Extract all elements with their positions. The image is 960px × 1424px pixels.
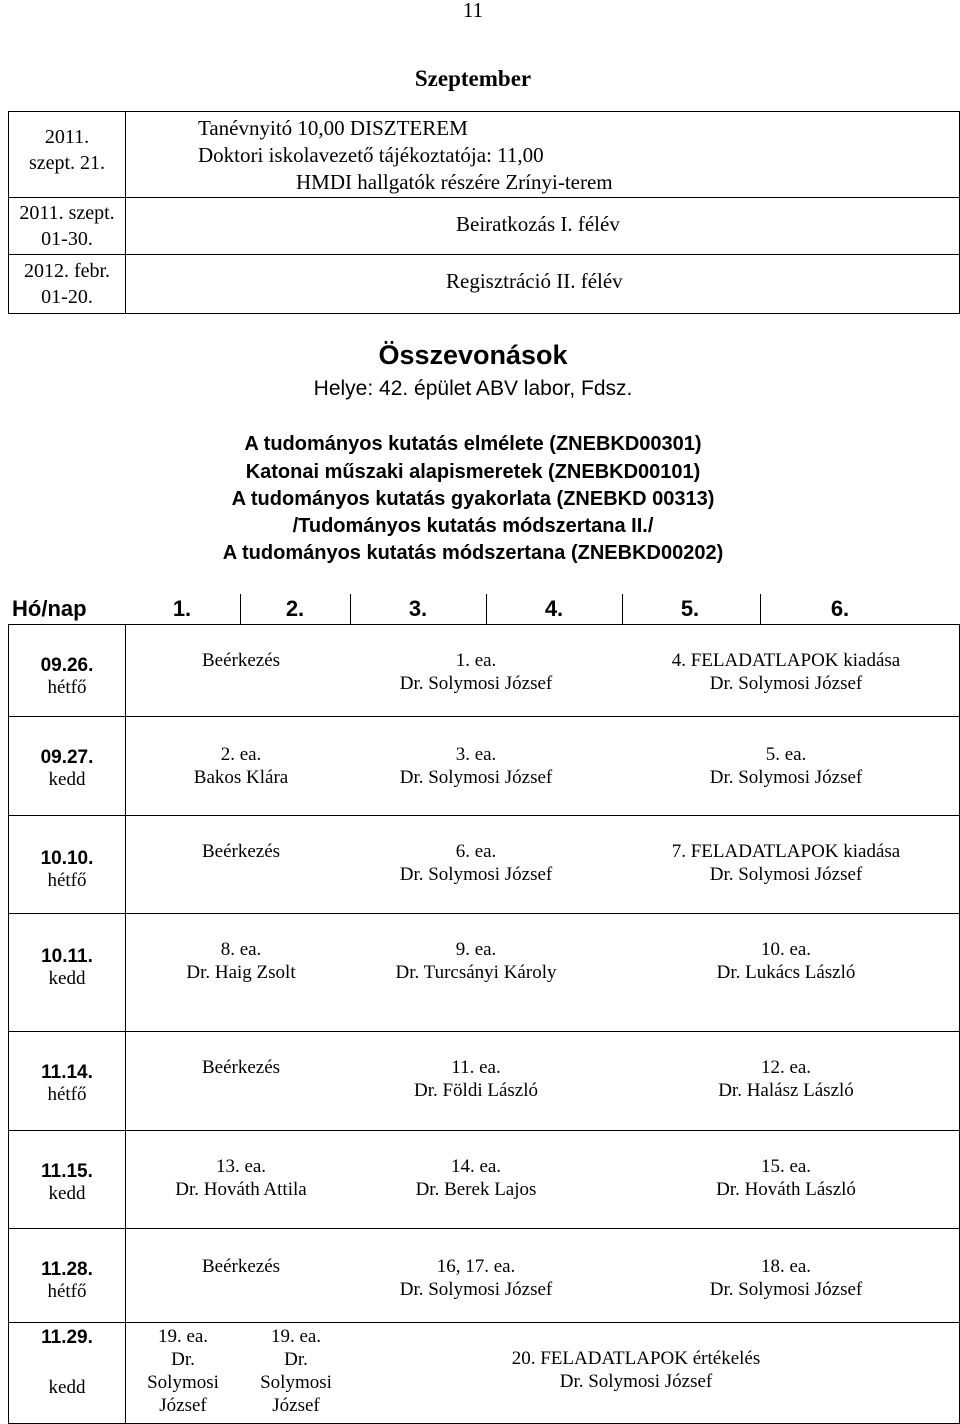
session-cell: 9. ea. Dr. Turcsányi Károly xyxy=(395,939,557,983)
enrollment: Beiratkozás I. félév xyxy=(126,198,960,255)
session-cell: Beérkezés xyxy=(201,1057,281,1078)
session-cell: 20. FELADATLAPOK értékelés Dr. Solymosi József xyxy=(511,1348,761,1392)
schedule-header xyxy=(0,594,960,624)
session-cell: 6. ea. Dr. Solymosi József xyxy=(399,841,553,885)
event-date: 2012. febr. 01-20. xyxy=(9,255,126,314)
session-cell: 19. ea. Dr. Solymosi József xyxy=(260,1326,332,1416)
table-row xyxy=(9,717,960,816)
session-cell: 19. ea. Dr. Solymosi József xyxy=(147,1326,219,1416)
session-cell: Beérkezés xyxy=(201,1256,281,1277)
event-date: 2011. szept. 21. xyxy=(9,112,126,198)
registration: Regisztráció II. félév xyxy=(126,255,960,314)
header-month-day: Hó/nap xyxy=(12,596,87,621)
table-row xyxy=(9,914,960,1032)
session-cell: Beérkezés xyxy=(201,650,281,671)
session-cell: 12. ea. Dr. Halász László xyxy=(718,1057,854,1101)
session-cell: 7. FELADATLAPOK kiadása Dr. Solymosi József xyxy=(671,841,901,885)
briefing-line: Doktori iskolavezető tájékoztatója: 11,00 xyxy=(198,143,544,167)
session-cell: 5. ea. Dr. Solymosi József xyxy=(709,744,863,788)
row-date: 09.26. hétfő xyxy=(9,625,126,717)
header-col-5: 5. xyxy=(680,596,700,621)
schedule-title: Összevonások xyxy=(378,340,568,370)
course-line: /Tudományos kutatás módszertana II./ xyxy=(292,515,654,537)
row-date: 11.29. kedd xyxy=(9,1323,126,1424)
row-date: 10.11. kedd xyxy=(9,914,126,1032)
session-cell: 18. ea. Dr. Solymosi József xyxy=(709,1256,863,1300)
session-cell: 2. ea. Bakos Klára xyxy=(193,744,289,788)
session-cell: 13. ea. Dr. Hováth Attila xyxy=(175,1156,307,1200)
header-col-1: 1. xyxy=(172,596,192,621)
schedule-place: Helye: 42. épület ABV labor, Fdsz. xyxy=(313,377,633,400)
events-table xyxy=(8,111,960,314)
students-line: HMDI hallgatók részére Zrínyi-terem xyxy=(296,170,613,194)
course-line: A tudományos kutatás módszertana (ZNEBKD00202) xyxy=(222,542,724,564)
header-col-2: 2. xyxy=(285,596,305,621)
row-date: 09.27. kedd xyxy=(9,717,126,816)
session-cell: Beérkezés xyxy=(201,841,281,862)
header-col-4: 4. xyxy=(544,596,564,621)
course-line: A tudományos kutatás elmélete (ZNEBKD00301) xyxy=(244,433,702,455)
row-sessions xyxy=(126,1229,960,1323)
row-sessions xyxy=(126,914,960,1032)
event-date: 2011. szept. 01-30. xyxy=(9,198,126,255)
session-cell: 8. ea. Dr. Haig Zsolt xyxy=(186,939,296,983)
course-line: A tudományos kutatás gyakorlata (ZNEBKD 00313) xyxy=(231,488,715,510)
session-cell: 14. ea. Dr. Berek Lajos xyxy=(415,1156,537,1200)
row-date: 11.28. hétfő xyxy=(9,1229,126,1323)
row-sessions xyxy=(126,1323,960,1424)
session-cell: 1. ea. Dr. Solymosi József xyxy=(399,650,553,694)
session-cell: 10. ea. Dr. Lukács László xyxy=(716,939,856,983)
session-cell: 3. ea. Dr. Solymosi József xyxy=(399,744,553,788)
row-date: 10.10. hétfő xyxy=(9,816,126,914)
table-row xyxy=(9,1131,960,1229)
session-cell: 15. ea. Dr. Hováth László xyxy=(716,1156,856,1200)
row-date: 11.15. kedd xyxy=(9,1131,126,1229)
row-sessions xyxy=(126,816,960,914)
header-col-3: 3. xyxy=(408,596,428,621)
header-col-6: 6. xyxy=(830,596,850,621)
row-sessions xyxy=(126,717,960,816)
event-details xyxy=(126,112,960,198)
table-row xyxy=(9,625,960,717)
session-cell: 16, 17. ea. Dr. Solymosi József xyxy=(399,1256,553,1300)
row-sessions xyxy=(126,1032,960,1131)
schedule-table xyxy=(8,624,960,1424)
row-date: 11.14. hétfő xyxy=(9,1032,126,1131)
session-cell: 11. ea. Dr. Földi László xyxy=(413,1057,539,1101)
table-row xyxy=(9,1229,960,1323)
month-title: Szeptember xyxy=(414,66,532,91)
table-row xyxy=(9,1032,960,1131)
session-cell: 4. FELADATLAPOK kiadása Dr. Solymosi József xyxy=(671,650,901,694)
page-number: 11 xyxy=(462,0,484,22)
table-row xyxy=(9,1323,960,1424)
row-sessions xyxy=(126,1131,960,1229)
course-line: Katonai műszaki alapismeretek (ZNEBKD00101) xyxy=(245,461,701,483)
row-sessions xyxy=(126,625,960,717)
opening-line: Tanévnyitó 10,00 DISZTEREM xyxy=(198,116,468,140)
table-row xyxy=(9,816,960,914)
